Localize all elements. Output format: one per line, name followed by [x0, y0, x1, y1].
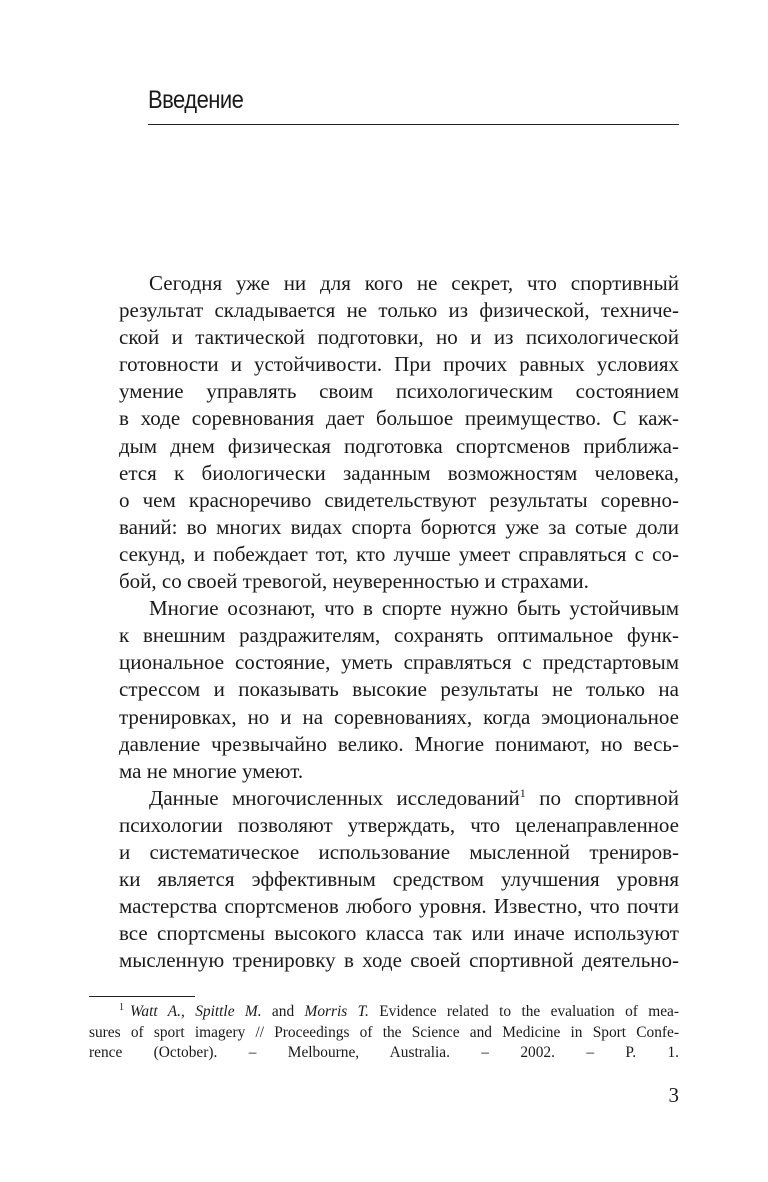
text-line: ской и тактической подготовки, но и из психологической: [119, 325, 679, 350]
text-line: ки является эффективным средством улучшения уровня: [119, 867, 679, 892]
text-line: [89, 785, 679, 812]
footnote-line: sures of sport imagery // Proceedings of the Science and Medicine in Sport Confe-: [89, 1023, 679, 1041]
chapter-title: Введение: [148, 86, 244, 114]
text-fragment: по спортивной: [525, 785, 679, 810]
paragraph-1: [89, 270, 679, 595]
title-underline: [148, 124, 679, 125]
text-line: циональное состояние, уметь справляться с предстартовым: [119, 650, 679, 675]
text-line: бой, со своей тревогой, неуверенностью и страхами.: [119, 569, 589, 594]
footnote-line: [89, 1002, 679, 1023]
text-line: готовности и устойчивости. При прочих равных условиях: [119, 352, 679, 377]
footnote-author: Morris T.: [304, 1003, 369, 1020]
text-line: ма не многие умеют.: [119, 758, 304, 783]
text-line: ваний: во многих видах спорта борются уже за сотые доли: [119, 514, 679, 539]
footnote-separator: [89, 996, 195, 997]
paragraph-3: [89, 785, 679, 975]
text-line: секунд, и побеждает тот, кто лучше умеет справляться с со-: [119, 541, 679, 566]
text-line: к внешним раздражителям, сохранять оптимальное функ-: [119, 623, 679, 648]
footnote-number: 1: [119, 1002, 124, 1013]
text-line: психологии позволяют утверждать, что целенаправленное: [119, 812, 679, 837]
text-line: мысленную тренировку в ходе своей спортивной деятельно-: [119, 948, 679, 973]
text-line: тренировках, но и на соревнованиях, когда эмоциональное: [119, 704, 679, 729]
footnote: [89, 1002, 679, 1064]
footnote-author: Watt A., Spittle M.: [130, 1003, 262, 1020]
body-text: [89, 270, 679, 974]
text-line: результат складывается не только из физической, техниче-: [119, 298, 679, 323]
footnote-reference[interactable]: 1: [519, 785, 526, 800]
text-line: и систематическое использование мысленной трениров-: [119, 839, 679, 864]
text-line: о чем красноречиво свидетельствуют результаты соревно-: [119, 487, 679, 512]
text-line: давление чрезвычайно велико. Многие понимают, но весь-: [119, 731, 679, 756]
text-line: Сегодня уже ни для кого не секрет, что спортивный: [149, 271, 679, 295]
text-line: ется к биологически заданным возможностям человека,: [119, 460, 679, 485]
text-line: мастерства спортсменов любого уровня. Известно, что почти: [119, 894, 679, 919]
paragraph-2: [89, 595, 679, 785]
footnote-line: rence (October). – Melbourne, Australia. – 2002. – P. 1.: [89, 1044, 679, 1062]
footnote-text: Evidence related to the evaluation of mea-: [368, 1003, 680, 1020]
text-line: дым днем физическая подготовка спортсменов приближа-: [119, 433, 679, 458]
footnote-text: and: [261, 1003, 305, 1020]
text-line: стрессом и показывать высокие результаты не только на: [119, 677, 679, 702]
text-line: умение управлять своим психологическим состоянием: [119, 379, 679, 404]
text-line: все спортсмены высокого класса так или иначе используют: [119, 921, 679, 946]
text-fragment: Данные многочисленных исследований: [149, 785, 520, 810]
text-line: Многие осознают, что в спорте нужно быть устойчивым: [149, 596, 679, 621]
text-line: в ходе соревнования дает большое преимущество. С каж-: [119, 406, 679, 431]
page-number: 3: [668, 1083, 679, 1107]
